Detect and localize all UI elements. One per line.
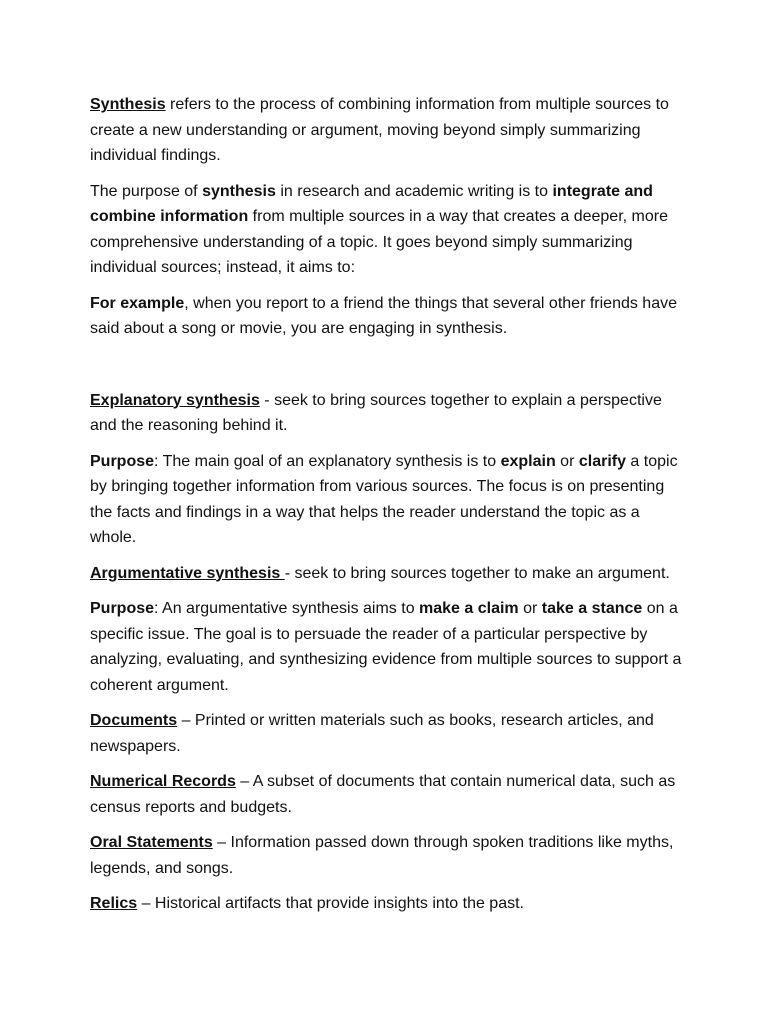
definition-text: – Historical artifacts that provide insights into the past. [137,895,524,912]
argumentative-synthesis-definition: - seek to bring sources together to make an argument. [284,564,670,582]
argumentative-synthesis-paragraph [90,561,690,587]
text-run: : An argumentative synthesis aims to [154,600,420,617]
bold-run: integrate and combine information [90,182,653,225]
bold-run: clarify [578,452,626,470]
purpose-paragraph [90,179,690,281]
definition-term: Oral Statements [90,834,213,851]
paragraph-spacer [90,352,690,388]
bold-run: explain [500,452,556,470]
text-run: : The main goal of an explanatory synthesis is to [154,452,501,470]
text-run: a topic by bringing together information from various sources. The focus is on presenting the facts and findings in a way that helps the reader understand the topic as a whole. [90,452,678,546]
bold-run: synthesis [202,182,276,200]
numerical-records-definition [90,769,690,820]
relics-definition [90,891,690,917]
intro-paragraph [90,92,690,169]
oral-statements-definition [90,830,690,881]
definition-text: – Printed or written materials such as books, research articles, and newspapers. [90,712,654,755]
definition-term: Documents [90,712,178,729]
argumentative-synthesis-term: Argumentative synthesis [90,564,285,582]
purpose-label: Purpose [90,600,155,617]
example-paragraph [90,291,690,342]
text-run: in research and academic writing is to [275,182,553,200]
text-run: , when you report to a friend the things that several other friends have said about a song or movie, you are engaging in synthesis. [90,294,677,337]
definition-text: – Information passed down through spoken traditions like myths, legends, and songs. [90,834,674,877]
definition-text: – A subset of documents that contain numerical data, such as census reports and budgets. [90,773,676,816]
bold-run: take a stance [541,600,643,617]
purpose-label: Purpose [90,452,155,470]
definition-term: Numerical Records [90,773,236,790]
bold-run: For example [90,294,185,312]
text-run: on a specific issue. The goal is to persuade the reader of a particular perspective by analyzing, evaluating, and synthesizing evidence from multiple sources to support a coherent argument. [90,600,682,694]
synthesis-definition: refers to the process of combining information from multiple sources to create a new understanding or argument, moving beyond simply summarizing individual findings. [90,96,669,164]
text-run: or [518,600,542,617]
definition-term: Relics [90,895,138,912]
text-run: from multiple sources in a way that creates a deeper, more comprehensive understanding of a topic. It goes beyond simply summarizing individual sources; instead, it aims to: [90,208,668,276]
text-run: The purpose of [90,182,203,200]
documents-definition [90,708,690,759]
explanatory-synthesis-term: Explanatory synthesis [90,391,260,409]
explanatory-purpose-paragraph [90,449,690,551]
argumentative-purpose-paragraph [90,596,690,698]
document-page [90,92,690,927]
explanatory-synthesis-paragraph [90,388,690,439]
bold-run: make a claim [419,600,519,617]
explanatory-synthesis-definition: - seek to bring sources together to explain a perspective and the reasoning behind it. [90,391,662,434]
text-run: or [555,452,579,470]
synthesis-term: Synthesis [90,96,166,113]
